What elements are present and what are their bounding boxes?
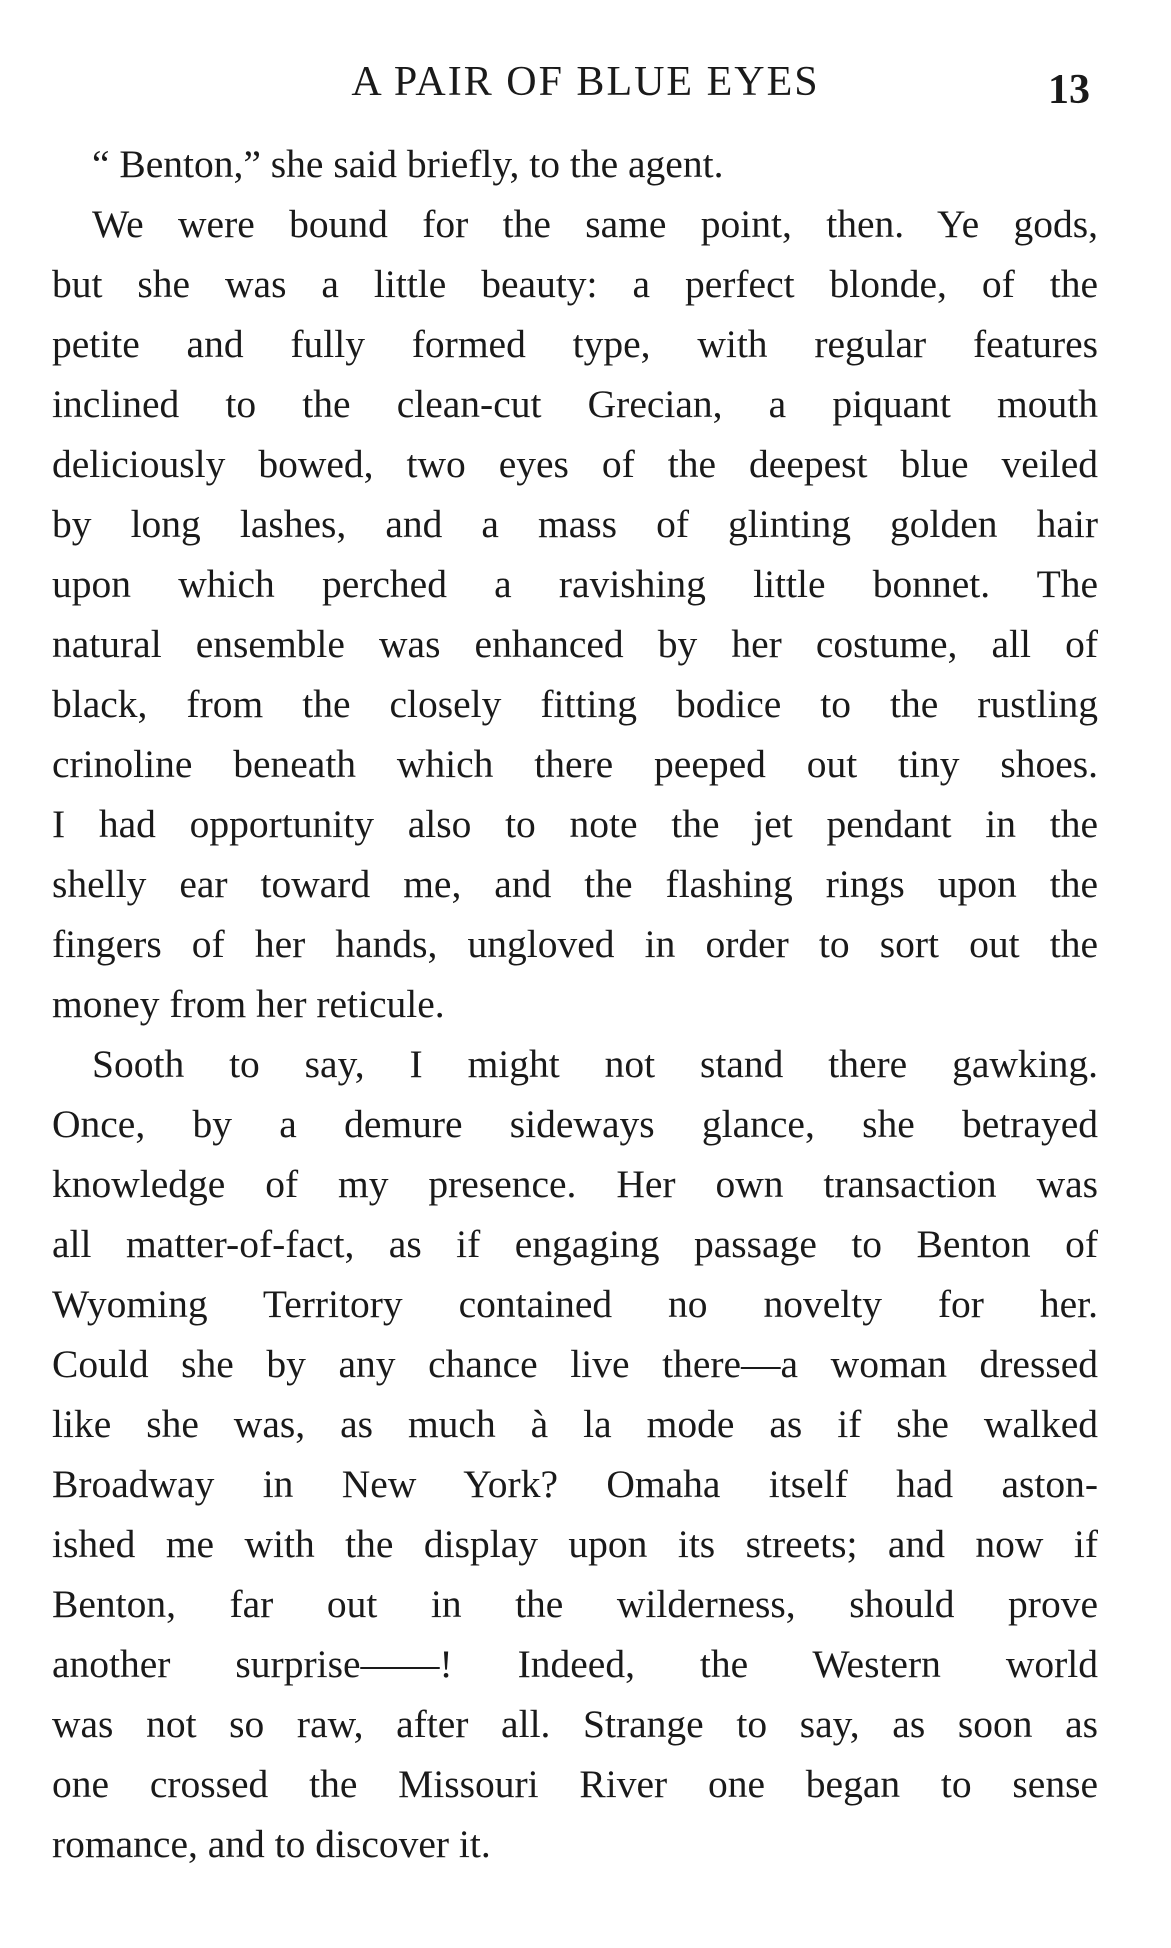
text-line: Could she by any chance live there—a woman dressed <box>52 1342 1098 1386</box>
text-line: all matter-of-fact, as if engaging passage to Benton of <box>52 1222 1098 1266</box>
text-line: was not so raw, after all. Strange to say, as soon as <box>52 1702 1098 1746</box>
text-line: “ Benton,” she said briefly, to the agent. <box>92 142 724 186</box>
text-line: another surprise——! Indeed, the Western world <box>52 1642 1098 1686</box>
running-head <box>0 52 1171 112</box>
text-line: inclined to the clean-cut Grecian, a piquant mouth <box>52 382 1098 426</box>
body-text <box>52 134 1098 1874</box>
text-line: upon which perched a ravishing little bonnet. The <box>52 562 1098 606</box>
text-line: Wyoming Territory contained no novelty for her. <box>52 1282 1098 1326</box>
running-title: A PAIR OF BLUE EYES <box>351 59 820 105</box>
text-line: fingers of her hands, ungloved in order to sort out the <box>52 922 1098 966</box>
text-line: knowledge of my presence. Her own transaction was <box>52 1162 1098 1206</box>
paragraph <box>52 134 1098 194</box>
text-line: shelly ear toward me, and the flashing rings upon the <box>52 862 1098 906</box>
text-line: Broadway in New York? Omaha itself had aston- <box>52 1462 1098 1506</box>
text-line: black, from the closely fitting bodice to the rustling <box>52 682 1098 726</box>
text-line: Benton, far out in the wilderness, should prove <box>52 1582 1098 1626</box>
text-line: by long lashes, and a mass of glinting golden hair <box>52 502 1098 546</box>
text-line: I had opportunity also to note the jet pendant in the <box>52 802 1098 846</box>
text-line: money from her reticule. <box>52 982 445 1026</box>
text-line: natural ensemble was enhanced by her costume, all of <box>52 622 1098 666</box>
text-line: deliciously bowed, two eyes of the deepest blue veiled <box>52 442 1098 486</box>
text-line: like she was, as much à la mode as if she walked <box>52 1402 1098 1446</box>
text-line: crinoline beneath which there peeped out tiny shoes. <box>52 742 1098 786</box>
text-line: Once, by a demure sideways glance, she betrayed <box>52 1102 1098 1146</box>
page-number: 13 <box>1048 67 1090 113</box>
text-line: Sooth to say, I might not stand there gawking. <box>92 1042 1098 1086</box>
paragraph <box>52 194 1098 1034</box>
text-line: one crossed the Missouri River one began to sense <box>52 1762 1098 1806</box>
text-line: We were bound for the same point, then. Ye gods, <box>92 202 1098 246</box>
text-line: but she was a little beauty: a perfect blonde, of the <box>52 262 1098 306</box>
text-line: petite and fully formed type, with regular features <box>52 322 1098 366</box>
text-line: romance, and to discover it. <box>52 1822 491 1866</box>
paragraph <box>52 1034 1098 1874</box>
text-line: ished me with the display upon its streets; and now if <box>52 1522 1098 1566</box>
